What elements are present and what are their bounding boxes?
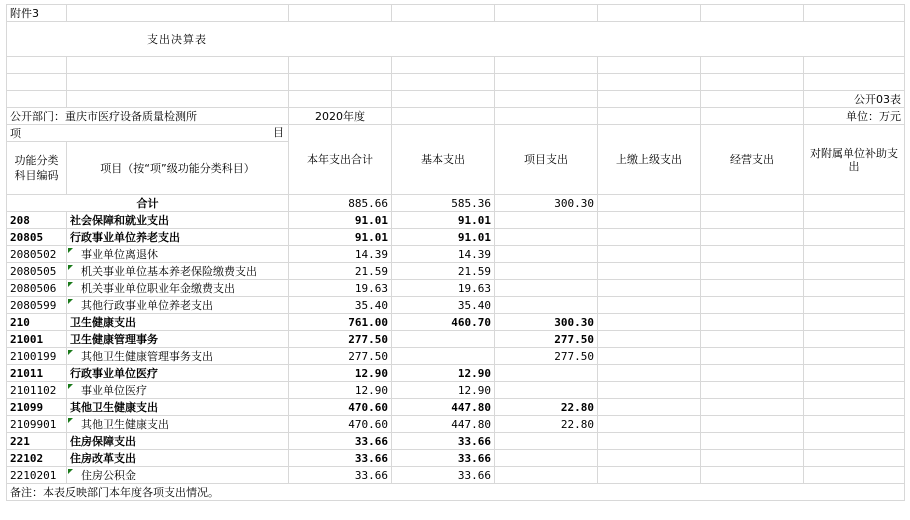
basic-cell[interactable]: [392, 348, 495, 365]
name-cell[interactable]: 其他卫生健康管理事务支出: [67, 348, 289, 365]
table-row: [7, 467, 905, 484]
total-cell[interactable]: 33.66: [289, 433, 392, 450]
table-row: [7, 365, 905, 382]
upper-cell[interactable]: [598, 246, 701, 263]
table-row: [7, 314, 905, 331]
item-header-left: 项: [10, 126, 21, 140]
table-row: [7, 297, 905, 314]
business-cell[interactable]: [701, 229, 804, 246]
upper-cell[interactable]: [598, 348, 701, 365]
project-cell[interactable]: [495, 365, 598, 382]
project-cell[interactable]: 22.80: [495, 399, 598, 416]
business-cell[interactable]: [701, 212, 804, 229]
project-cell[interactable]: [495, 280, 598, 297]
data-rows: [7, 212, 905, 484]
total-cell[interactable]: 35.40: [289, 297, 392, 314]
name-cell[interactable]: 其他卫生健康支出: [67, 399, 289, 416]
name-cell[interactable]: 住房公积金: [67, 467, 289, 484]
basic-cell[interactable]: 35.40: [392, 297, 495, 314]
subsidy-cell[interactable]: [804, 280, 905, 297]
subsidy-cell[interactable]: [804, 382, 905, 399]
basic-cell[interactable]: 21.59: [392, 263, 495, 280]
note[interactable]: 备注：本表反映部门本年度各项支出情况。: [7, 484, 905, 501]
table-row: [7, 246, 905, 263]
project-cell[interactable]: 277.50: [495, 348, 598, 365]
total-cell[interactable]: 277.50: [289, 331, 392, 348]
subsidy-cell[interactable]: [804, 229, 905, 246]
business-cell[interactable]: [701, 331, 804, 348]
year-label[interactable]: 2020年度: [289, 108, 392, 125]
table-code-row: [7, 91, 905, 108]
project-cell[interactable]: [495, 433, 598, 450]
code-cell[interactable]: 2080505: [7, 263, 67, 280]
code-cell[interactable]: 2109901: [7, 416, 67, 433]
total-cell[interactable]: 33.66: [289, 467, 392, 484]
business-cell[interactable]: [701, 450, 804, 467]
business-cell[interactable]: [701, 416, 804, 433]
basic-cell[interactable]: 460.70: [392, 314, 495, 331]
basic-cell[interactable]: 91.01: [392, 229, 495, 246]
name-header[interactable]: 项目（按“项”级功能分类科目）: [67, 142, 289, 195]
basic-cell[interactable]: 447.80: [392, 416, 495, 433]
subsidy-cell[interactable]: [804, 297, 905, 314]
code-cell[interactable]: 2101102: [7, 382, 67, 399]
total-basic-cell[interactable]: 585.36: [392, 195, 495, 212]
page-title[interactable]: 支出决算表: [7, 22, 905, 57]
subsidy-cell[interactable]: [804, 416, 905, 433]
business-cell[interactable]: [701, 433, 804, 450]
table-row: [7, 229, 905, 246]
upper-cell[interactable]: [598, 450, 701, 467]
upper-cell[interactable]: [598, 263, 701, 280]
business-cell[interactable]: [701, 467, 804, 484]
spreadsheet: [6, 4, 904, 516]
business-cell[interactable]: [701, 348, 804, 365]
header-row-1: [7, 125, 905, 142]
col-subsidy-header[interactable]: 对附属单位补助支出: [804, 125, 905, 195]
basic-cell[interactable]: 12.90: [392, 365, 495, 382]
subsidy-cell[interactable]: [804, 450, 905, 467]
table-row: [7, 399, 905, 416]
subsidy-cell[interactable]: [804, 314, 905, 331]
empty-cell[interactable]: [804, 195, 905, 212]
name-cell[interactable]: 卫生健康管理事务: [67, 331, 289, 348]
subsidy-cell[interactable]: [804, 399, 905, 416]
upper-cell[interactable]: [598, 433, 701, 450]
project-cell[interactable]: 22.80: [495, 416, 598, 433]
dept-label[interactable]: 公开部门：重庆市医疗设备质量检测所: [7, 108, 289, 125]
basic-cell[interactable]: 33.66: [392, 433, 495, 450]
code-cell[interactable]: 208: [7, 212, 67, 229]
col-basic-header[interactable]: 基本支出: [392, 125, 495, 195]
code-cell[interactable]: 21099: [7, 399, 67, 416]
total-cell[interactable]: 12.90: [289, 382, 392, 399]
table-row: [7, 331, 905, 348]
basic-cell[interactable]: 19.63: [392, 280, 495, 297]
upper-cell[interactable]: [598, 365, 701, 382]
basic-cell[interactable]: 447.80: [392, 399, 495, 416]
total-cell[interactable]: 91.01: [289, 212, 392, 229]
col-business-header[interactable]: 经营支出: [701, 125, 804, 195]
business-cell[interactable]: [701, 246, 804, 263]
business-cell[interactable]: [701, 365, 804, 382]
subsidy-cell[interactable]: [804, 331, 905, 348]
code-cell[interactable]: 2080502: [7, 246, 67, 263]
col-upper-header[interactable]: 上缴上级支出: [598, 125, 701, 195]
table-row: [7, 348, 905, 365]
upper-cell[interactable]: [598, 314, 701, 331]
table-row: [7, 263, 905, 280]
item-header[interactable]: [7, 125, 289, 142]
name-cell[interactable]: 其他行政事业单位养老支出: [67, 297, 289, 314]
total-cell[interactable]: 470.60: [289, 399, 392, 416]
name-cell[interactable]: 事业单位离退休: [67, 246, 289, 263]
upper-cell[interactable]: [598, 467, 701, 484]
basic-cell[interactable]: [392, 331, 495, 348]
attachment-row: [7, 5, 905, 22]
total-project-cell[interactable]: 300.30: [495, 195, 598, 212]
total-cell[interactable]: 33.66: [289, 450, 392, 467]
project-cell[interactable]: [495, 382, 598, 399]
subsidy-cell[interactable]: [804, 212, 905, 229]
empty-cell[interactable]: [701, 195, 804, 212]
upper-cell[interactable]: [598, 399, 701, 416]
table-row: [7, 382, 905, 399]
project-cell[interactable]: [495, 263, 598, 280]
upper-cell[interactable]: [598, 382, 701, 399]
upper-cell[interactable]: [598, 212, 701, 229]
total-cell[interactable]: 14.39: [289, 246, 392, 263]
business-cell[interactable]: [701, 280, 804, 297]
name-cell[interactable]: 行政事业单位养老支出: [67, 229, 289, 246]
total-cell[interactable]: 885.66: [289, 195, 392, 212]
code-cell[interactable]: 2080506: [7, 280, 67, 297]
basic-cell[interactable]: 33.66: [392, 467, 495, 484]
upper-cell[interactable]: [598, 297, 701, 314]
code-cell[interactable]: 2080599: [7, 297, 67, 314]
upper-cell[interactable]: [598, 331, 701, 348]
dept-row: [7, 108, 905, 125]
name-cell[interactable]: 住房改革支出: [67, 450, 289, 467]
code-cell[interactable]: 20805: [7, 229, 67, 246]
subsidy-cell[interactable]: [804, 246, 905, 263]
blank-row: [7, 57, 905, 74]
table-row: [7, 450, 905, 467]
business-cell[interactable]: [701, 382, 804, 399]
attachment-label[interactable]: 附件3: [7, 5, 67, 22]
subsidy-cell[interactable]: [804, 365, 905, 382]
table-row: [7, 212, 905, 229]
name-cell[interactable]: 住房保障支出: [67, 433, 289, 450]
table-row: [7, 280, 905, 297]
business-cell[interactable]: [701, 314, 804, 331]
upper-cell[interactable]: [598, 280, 701, 297]
code-cell[interactable]: 21001: [7, 331, 67, 348]
code-cell[interactable]: 2210201: [7, 467, 67, 484]
total-cell[interactable]: 12.90: [289, 365, 392, 382]
total-cell[interactable]: 19.63: [289, 280, 392, 297]
unit-label[interactable]: 单位：万元: [804, 108, 905, 125]
basic-cell[interactable]: 33.66: [392, 450, 495, 467]
name-cell[interactable]: 社会保障和就业支出: [67, 212, 289, 229]
project-cell[interactable]: [495, 467, 598, 484]
basic-cell[interactable]: 91.01: [392, 212, 495, 229]
subsidy-cell[interactable]: [804, 433, 905, 450]
total-label[interactable]: 合计: [7, 195, 289, 212]
project-cell[interactable]: [495, 297, 598, 314]
upper-cell[interactable]: [598, 416, 701, 433]
total-cell[interactable]: 761.00: [289, 314, 392, 331]
note-row: [7, 484, 905, 501]
code-cell[interactable]: 2100199: [7, 348, 67, 365]
name-cell[interactable]: 卫生健康支出: [67, 314, 289, 331]
total-cell[interactable]: 21.59: [289, 263, 392, 280]
title-row: [7, 22, 905, 57]
table-code[interactable]: 公开03表: [804, 91, 905, 108]
table-row: [7, 433, 905, 450]
project-cell[interactable]: 300.30: [495, 314, 598, 331]
business-cell[interactable]: [701, 263, 804, 280]
name-cell[interactable]: 事业单位医疗: [67, 382, 289, 399]
subsidy-cell[interactable]: [804, 467, 905, 484]
project-cell[interactable]: [495, 246, 598, 263]
code-cell[interactable]: 210: [7, 314, 67, 331]
col-total-header[interactable]: 本年支出合计: [289, 125, 392, 195]
subsidy-cell[interactable]: [804, 263, 905, 280]
total-row: [7, 195, 905, 212]
code-header[interactable]: 功能分类科目编码: [7, 142, 67, 195]
project-cell[interactable]: [495, 229, 598, 246]
col-project-header[interactable]: 项目支出: [495, 125, 598, 195]
subsidy-cell[interactable]: [804, 348, 905, 365]
basic-cell[interactable]: 14.39: [392, 246, 495, 263]
blank-row: [7, 74, 905, 91]
business-cell[interactable]: [701, 297, 804, 314]
project-cell[interactable]: [495, 450, 598, 467]
code-cell[interactable]: 221: [7, 433, 67, 450]
upper-cell[interactable]: [598, 229, 701, 246]
table-row: [7, 416, 905, 433]
name-cell[interactable]: 其他卫生健康支出: [67, 416, 289, 433]
name-cell[interactable]: 机关事业单位职业年金缴费支出: [67, 280, 289, 297]
project-cell[interactable]: [495, 212, 598, 229]
name-cell[interactable]: 机关事业单位基本养老保险缴费支出: [67, 263, 289, 280]
basic-cell[interactable]: 12.90: [392, 382, 495, 399]
item-header-right: 目: [273, 126, 284, 139]
total-cell[interactable]: 91.01: [289, 229, 392, 246]
business-cell[interactable]: [701, 399, 804, 416]
project-cell[interactable]: 277.50: [495, 331, 598, 348]
name-cell[interactable]: 行政事业单位医疗: [67, 365, 289, 382]
empty-cell[interactable]: [598, 195, 701, 212]
total-cell[interactable]: 470.60: [289, 416, 392, 433]
total-cell[interactable]: 277.50: [289, 348, 392, 365]
expenditure-table: [6, 4, 905, 501]
code-cell[interactable]: 22102: [7, 450, 67, 467]
code-cell[interactable]: 21011: [7, 365, 67, 382]
